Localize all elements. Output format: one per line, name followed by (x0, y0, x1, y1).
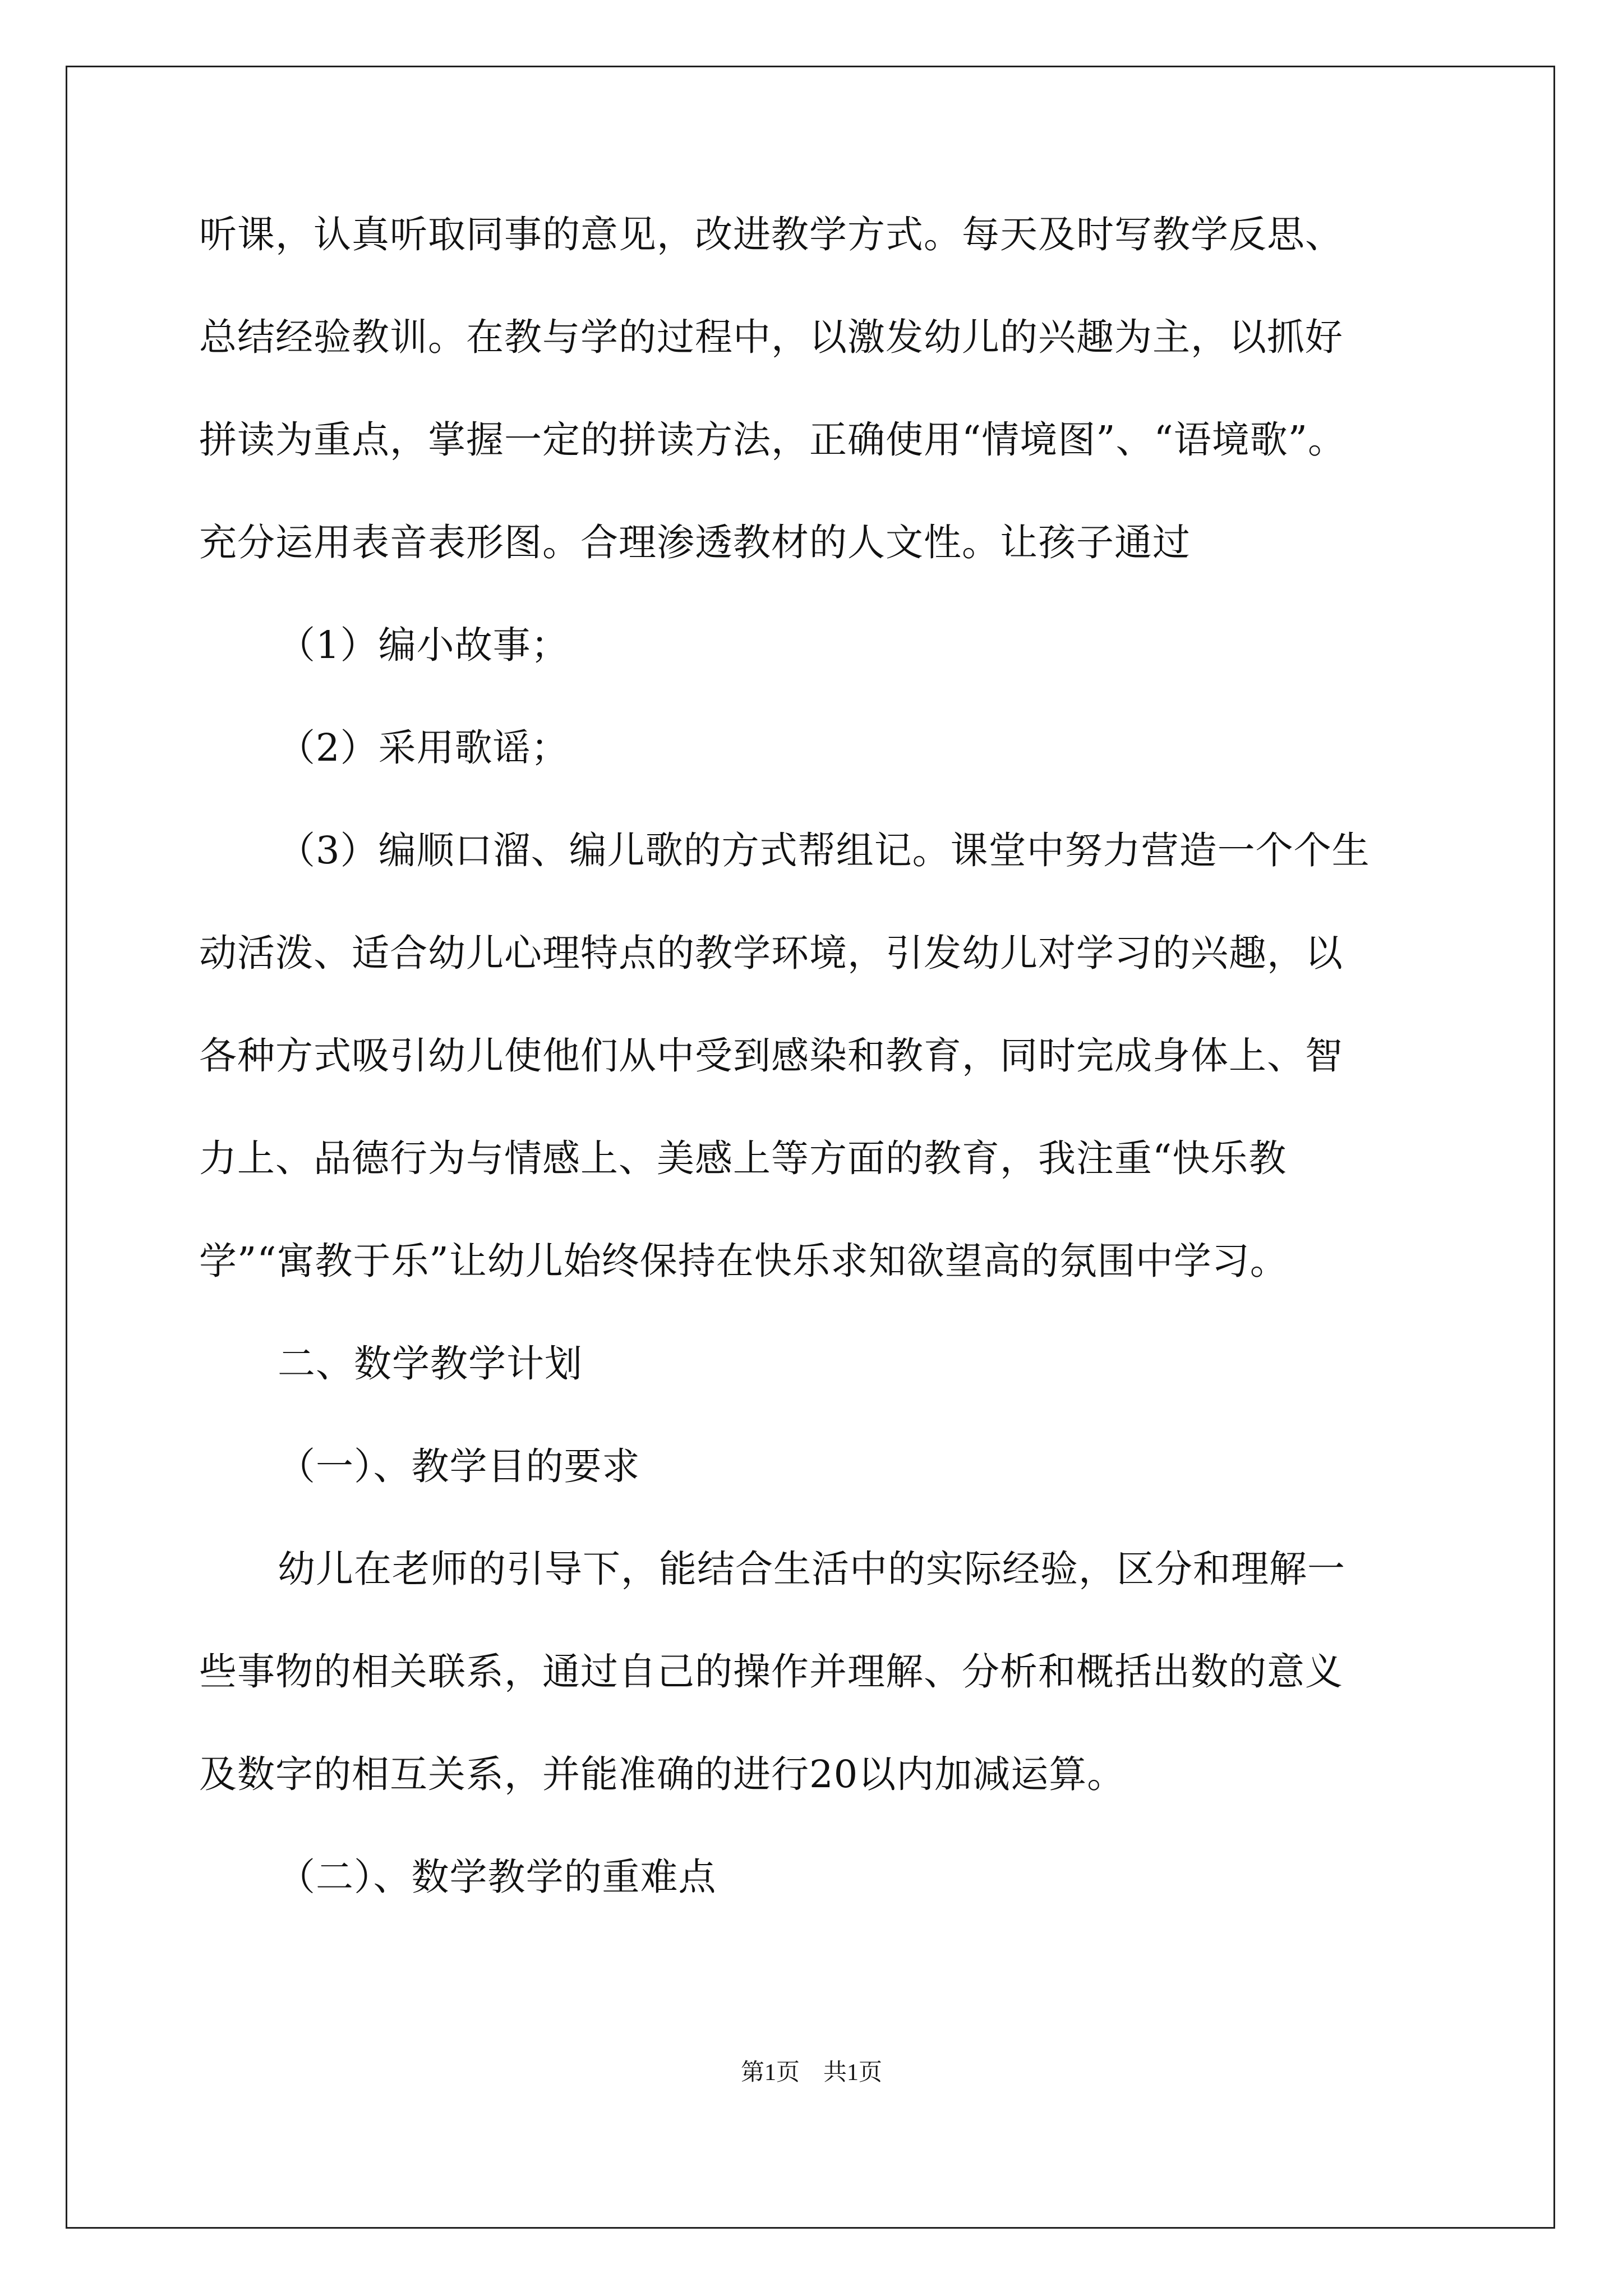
text-line: 动活泼、适合幼儿心理特点的教学环境，引发幼儿对学习的兴趣，以 (199, 931, 1343, 975)
text-line: 各种方式吸引幼儿使他们从中受到感染和教育，同时完成身体上、智 (199, 1034, 1343, 1078)
text-line: 学”“寓教于乐”让幼儿始终保持在快乐求知欲望高的氛围中学习。 (199, 1239, 1288, 1283)
section-heading: 二、数学教学计划 (278, 1342, 583, 1386)
text-line: 拼读为重点，掌握一定的拼读方法，正确使用“情境图”、“语境歌”。 (199, 418, 1347, 462)
subsection-heading: （二）、数学教学的重难点 (278, 1855, 717, 1899)
list-item: （2）采用歌谣； (278, 726, 569, 770)
text-line: 总结经验教训。在教与学的过程中，以激发幼儿的兴趣为主，以抓好 (199, 315, 1343, 359)
text-line: 幼儿在老师的引导下，能结合生活中的实际经验，区分和理解一 (278, 1547, 1345, 1591)
text-line: 力上、品德行为与情感上、美感上等方面的教育，我注重“快乐教 (199, 1137, 1287, 1180)
list-item: （1）编小故事； (278, 623, 569, 667)
text-line: 些事物的相关联系，通过自己的操作并理解、分析和概括出数的意义 (199, 1650, 1343, 1694)
subsection-heading: （一）、教学目的要求 (278, 1444, 640, 1488)
text-line: 充分运用表音表形图。合理渗透教材的人文性。让孩子通过 (199, 521, 1191, 564)
text-line: 听课，认真听取同事的意见，改进教学方式。每天及时写教学反思、 (199, 213, 1343, 256)
text-line: 及数字的相互关系，并能准确的进行20以内加减运算。 (199, 1752, 1126, 1796)
list-item: （3）编顺口溜、编儿歌的方式帮组记。课堂中努力营造一个个生 (278, 829, 1370, 872)
page-number: 第1页 共1页 (740, 2060, 882, 2086)
